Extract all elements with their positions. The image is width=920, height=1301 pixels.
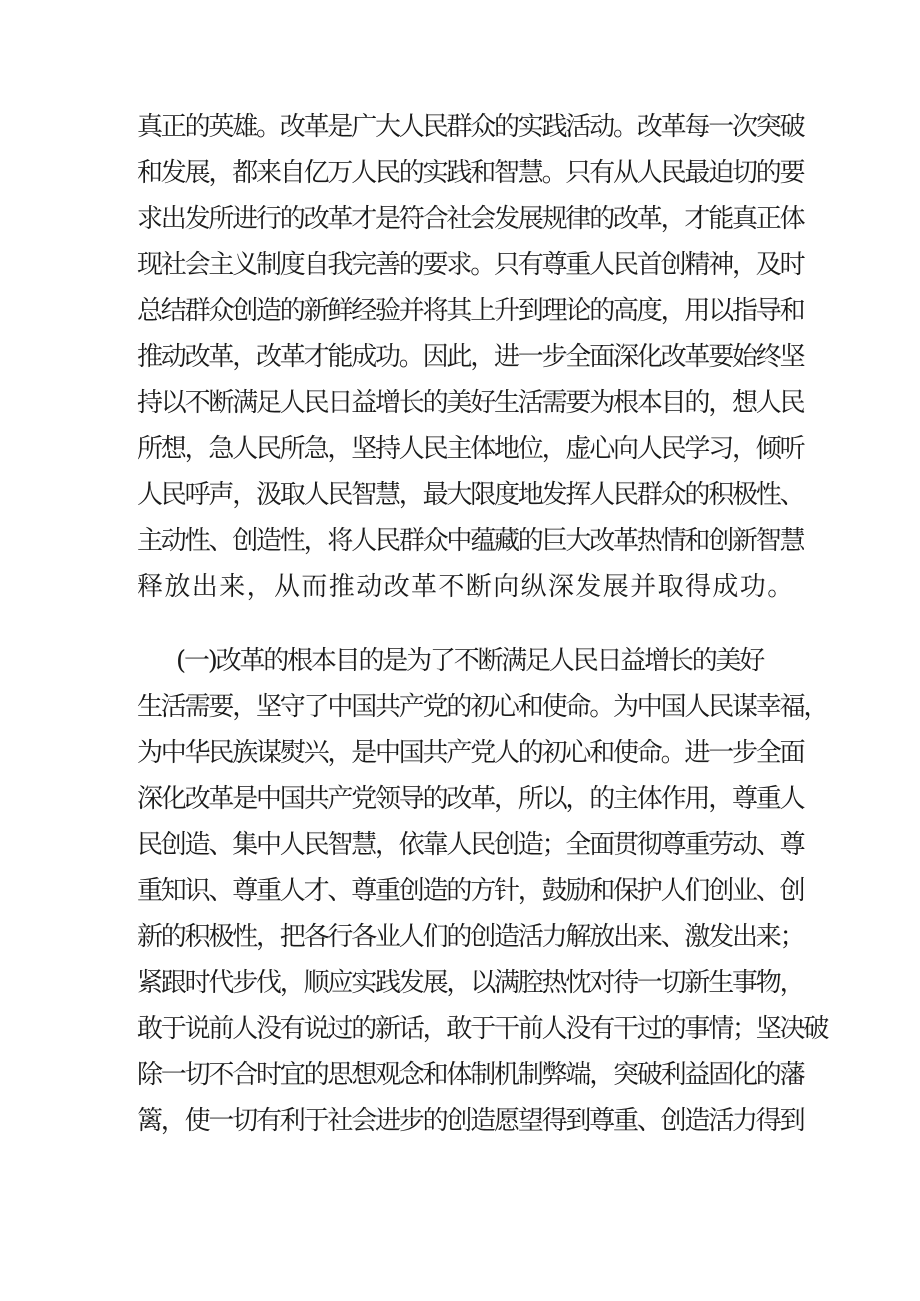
text-line: 为中华民族谋熨兴，是中国共产党人的初心和使命。进一步全面 <box>137 738 804 768</box>
text-line: 主动性、创造性，将人民群众中蕴藏的巨大改革热情和创新智慧 <box>137 526 804 556</box>
text-line: 敢于说前人没有说过的新话，敢于干前人没有干过的事情；坚决破 <box>137 1014 828 1044</box>
text-line: 真正的英雄。改革是广大人民群众的实践活动。改革每一次突破 <box>137 112 804 142</box>
text-line: 和发展，都来自亿万人民的实践和智慧。只有从人民最迫切的要 <box>137 158 804 188</box>
text-line: 除一切不合时宜的思想观念和体制机制弊端，突破利益固化的藩 <box>137 1060 804 1090</box>
section-heading-line: (一)改革的根本目的是为了不断满足人民日益增长的美好 <box>176 646 764 676</box>
text-line: 深化改革是中国共产党领导的改革，所以，的主体作用，尊重人 <box>137 784 804 814</box>
text-line: 推动改革，改革才能成功。因此，进一步全面深化改革要始终坚 <box>137 342 804 372</box>
text-line: 求出发所进行的改革才是符合社会发展规律的改革，才能真正体 <box>137 204 804 234</box>
text-line: 生活需要，坚守了中国共产党的初心和使命。为中国人民谋幸福， <box>137 692 828 722</box>
text-line: 篱，使一切有利于社会进步的创造愿望得到尊重、创造活力得到 <box>137 1106 804 1136</box>
text-line: 人民呼声，汲取人民智慧，最大限度地发挥人民群众的积极性、 <box>137 480 804 510</box>
text-line: 紧跟时代步伐，顺应实践发展，以满腔热忱对待一切新生事物， <box>137 968 804 998</box>
text-line: 民创造、集中人民智慧，依靠人民创造；全面贯彻尊重劳动、尊 <box>137 830 804 860</box>
text-line: 重知识、尊重人才、尊重创造的方针，鼓励和保护人们创业、创 <box>137 876 804 906</box>
text-line: 总结群众创造的新鲜经验并将其上升到理论的高度，用以指导和 <box>137 296 804 326</box>
text-line: 现社会主义制度自我完善的要求。只有尊重人民首创精神，及时 <box>137 250 804 280</box>
text-line: 持以不断满足人民日益增长的美好生活需要为根本目的，想人民 <box>137 388 804 418</box>
text-line: 新的积极性，把各行各业人们的创造活力解放出来、激发出来； <box>137 922 804 952</box>
text-line: 释放出来，从而推动改革不断向纵深发展并取得成功。 <box>137 572 795 602</box>
text-line: 所想，急人民所急，坚持人民主体地位，虚心向人民学习，倾听 <box>137 434 804 464</box>
